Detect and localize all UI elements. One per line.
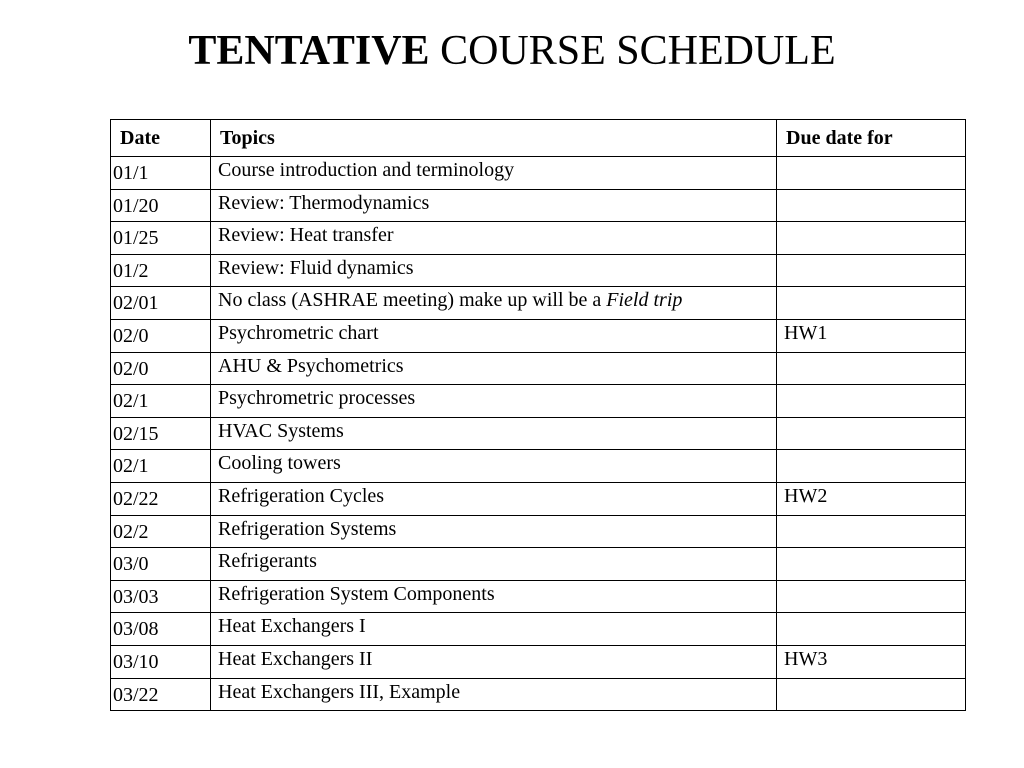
cell-date: 01/1 (111, 157, 211, 190)
cell-topic (211, 189, 777, 222)
cell-due (777, 189, 966, 222)
cell-topic (211, 222, 777, 255)
cell-topic (211, 678, 777, 711)
cell-due (777, 254, 966, 287)
page-title (0, 26, 1024, 76)
cell-due (777, 417, 966, 450)
table-row (111, 189, 966, 222)
column-header-topics: Topics (211, 120, 777, 157)
cell-topic-text: Heat Exchangers I (218, 615, 366, 638)
table-row (111, 450, 966, 483)
cell-topic (211, 157, 777, 190)
cell-date: 03/10 (111, 645, 211, 678)
cell-date: 02/1 (111, 450, 211, 483)
table-row (111, 580, 966, 613)
course-schedule-table (110, 119, 966, 711)
cell-due (777, 580, 966, 613)
cell-due: HW1 (777, 319, 966, 352)
cell-topic-text: Heat Exchangers III, Example (218, 680, 461, 703)
cell-topic (211, 352, 777, 385)
cell-topic (211, 319, 777, 352)
cell-topic-emphasis: Field trip (606, 289, 683, 312)
cell-date: 02/1 (111, 385, 211, 418)
cell-due (777, 385, 966, 418)
cell-topic (211, 613, 777, 646)
cell-topic (211, 580, 777, 613)
table-row (111, 645, 966, 678)
cell-due (777, 222, 966, 255)
cell-topic-text: Refrigeration Systems (218, 517, 397, 540)
cell-topic-text: Psychrometric processes (218, 387, 416, 410)
cell-topic-text: HVAC Systems (218, 419, 344, 442)
table-row (111, 417, 966, 450)
cell-topic-text: Review: Fluid dynamics (218, 256, 414, 279)
cell-date: 01/2 (111, 254, 211, 287)
table-row (111, 222, 966, 255)
cell-date: 02/0 (111, 352, 211, 385)
cell-due: HW3 (777, 645, 966, 678)
cell-topic-text: No class (ASHRAE meeting) make up will be a (218, 289, 607, 312)
cell-topic-text: Refrigeration System Components (218, 582, 495, 605)
cell-topic (211, 254, 777, 287)
cell-topic-text: Review: Thermodynamics (218, 191, 430, 214)
cell-topic (211, 417, 777, 450)
table-row (111, 548, 966, 581)
cell-topic (211, 287, 777, 320)
table-header-row (111, 120, 966, 157)
cell-date: 02/2 (111, 515, 211, 548)
page-title-regular: COURSE SCHEDULE (440, 28, 836, 74)
cell-topic (211, 450, 777, 483)
table-row (111, 352, 966, 385)
cell-date: 03/22 (111, 678, 211, 711)
cell-topic (211, 515, 777, 548)
cell-topic-text: AHU & Psychometrics (218, 354, 404, 377)
column-header-date: Date (111, 120, 211, 157)
cell-topic-text: Refrigerants (218, 550, 317, 573)
page-title-bold: TENTATIVE (188, 28, 430, 74)
cell-due: HW2 (777, 482, 966, 515)
cell-date: 01/20 (111, 189, 211, 222)
cell-due (777, 157, 966, 190)
cell-due (777, 287, 966, 320)
table-row (111, 287, 966, 320)
cell-date: 03/08 (111, 613, 211, 646)
cell-date: 02/22 (111, 482, 211, 515)
table-row (111, 482, 966, 515)
cell-topic (211, 482, 777, 515)
cell-topic-text: Course introduction and terminology (218, 159, 515, 181)
table-row (111, 678, 966, 711)
cell-topic-text: Heat Exchangers II (218, 647, 373, 670)
cell-topic (211, 645, 777, 678)
cell-topic (211, 385, 777, 418)
cell-date: 02/01 (111, 287, 211, 320)
cell-topic-text: Psychrometric chart (218, 321, 379, 344)
table-body (111, 157, 966, 711)
cell-date: 02/15 (111, 417, 211, 450)
cell-due (777, 613, 966, 646)
cell-date: 03/0 (111, 548, 211, 581)
table-row (111, 515, 966, 548)
cell-due (777, 515, 966, 548)
cell-topic-text: Cooling towers (218, 452, 341, 475)
table-row (111, 319, 966, 352)
cell-due (777, 548, 966, 581)
cell-topic (211, 548, 777, 581)
cell-topic-text: Review: Heat transfer (218, 224, 394, 247)
cell-date: 03/03 (111, 580, 211, 613)
table-row (111, 157, 966, 190)
column-header-due: Due date for (777, 120, 966, 157)
table-row (111, 254, 966, 287)
cell-due (777, 352, 966, 385)
cell-due (777, 678, 966, 711)
table-row (111, 385, 966, 418)
cell-date: 01/25 (111, 222, 211, 255)
cell-due (777, 450, 966, 483)
cell-date: 02/0 (111, 319, 211, 352)
table-row (111, 613, 966, 646)
cell-topic-text: Refrigeration Cycles (218, 484, 385, 507)
